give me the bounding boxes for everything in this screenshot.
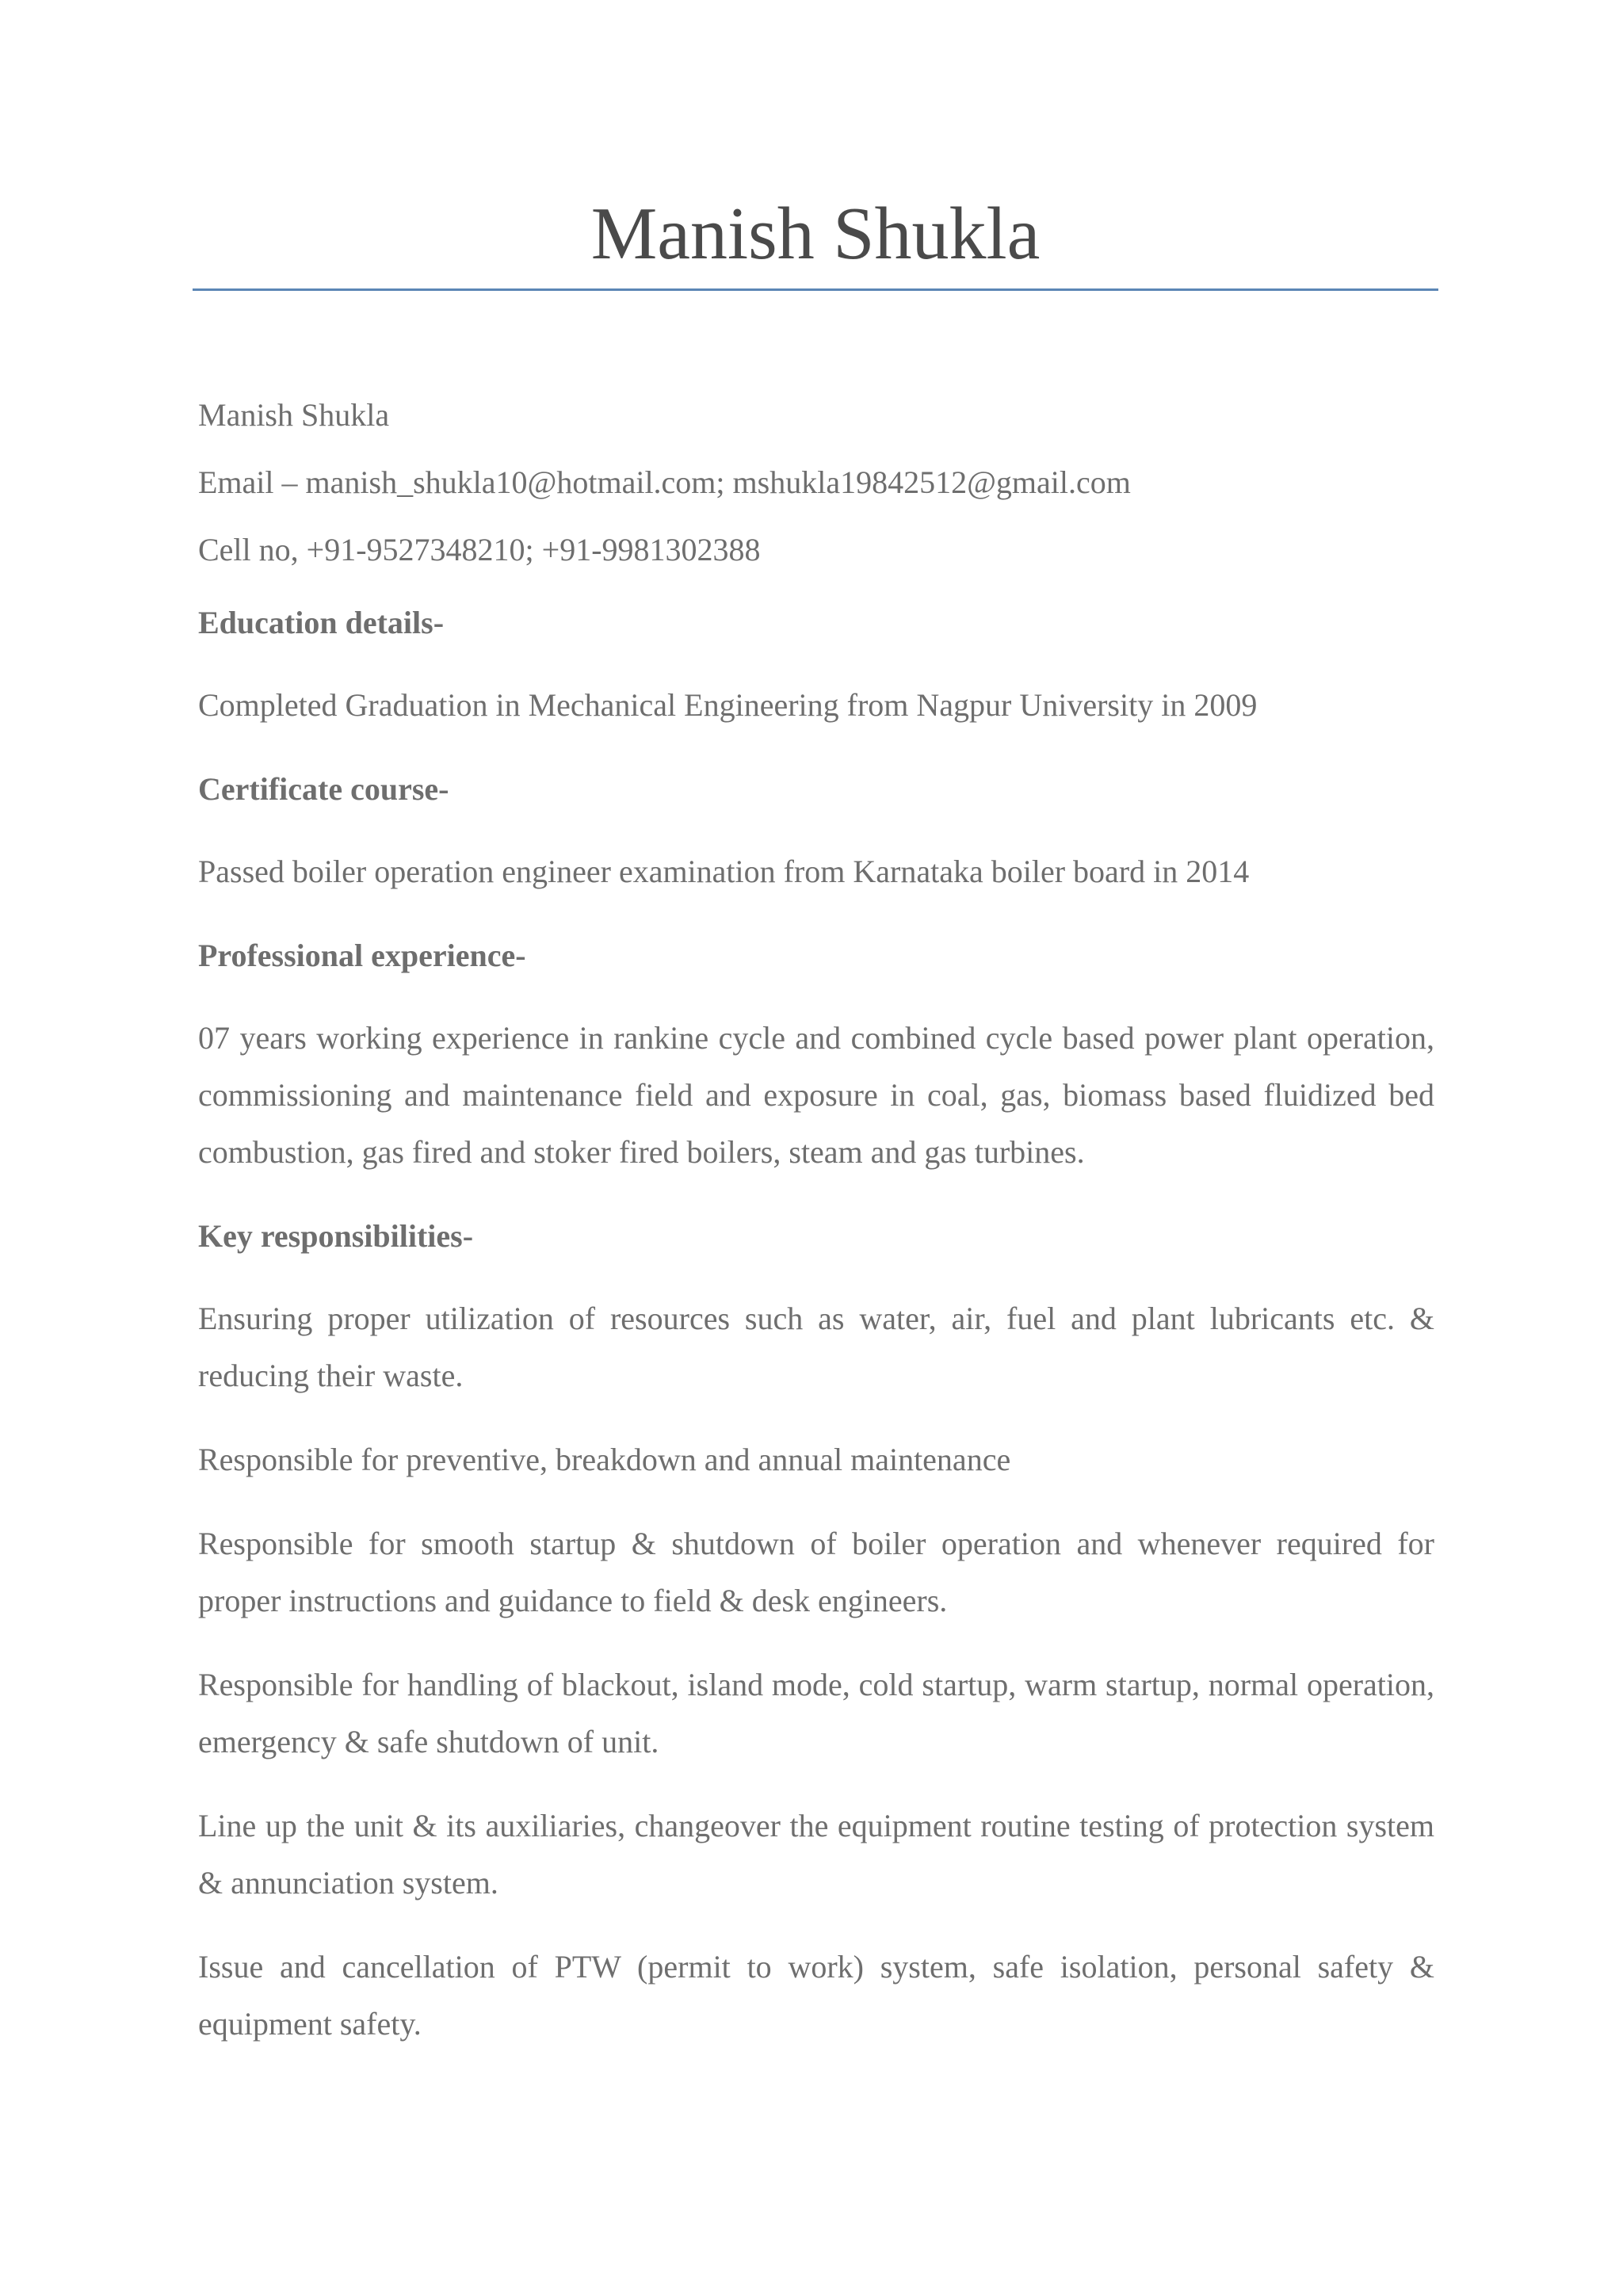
resume-body	[198, 387, 1434, 2080]
experience-text: 07 years working experience in rankine cycle and combined cycle based power plant operation, commissioning and maintenance field and exposure in coal, gas, biomass based fluidized bed combustion, gas fired and stoker fired boilers, steam and gas turbines.	[198, 1020, 1434, 1170]
responsibility-item: Responsible for preventive, breakdown and annual maintenance	[198, 1442, 1011, 1477]
education-heading: Education details-	[198, 605, 445, 640]
certificate-heading: Certificate course-	[198, 771, 449, 807]
responsibility-item: Responsible for handling of blackout, island mode, cold startup, warm startup, normal operation, emergency & safe shutdown of unit.	[198, 1667, 1434, 1759]
education-text: Completed Graduation in Mechanical Engineering from Nagpur University in 2009	[198, 687, 1258, 723]
certificate-text: Passed boiler operation engineer examination from Karnataka boiler board in 2014	[198, 854, 1250, 889]
title-divider	[193, 288, 1438, 291]
responsibilities-heading: Key responsibilities-	[198, 1218, 474, 1254]
responsibility-item: Issue and cancellation of PTW (permit to work) system, safe isolation, personal safety & equipment safety.	[198, 1949, 1434, 2042]
contact-cell: Cell no, +91-9527348210; +91-9981302388	[198, 532, 761, 567]
contact-email: Email – manish_shukla10@hotmail.com; mshukla19842512@gmail.com	[198, 464, 1131, 500]
experience-heading: Professional experience-	[198, 938, 526, 973]
responsibility-item: Line up the unit & its auxiliaries, changeover the equipment routine testing of protection system & annunciation system.	[198, 1808, 1434, 1901]
responsibility-item: Ensuring proper utilization of resources such as water, air, fuel and plant lubricants etc. & reducing their waste.	[198, 1301, 1434, 1393]
responsibility-item: Responsible for smooth startup & shutdown of boiler operation and whenever required for proper instructions and guidance to field & desk engineers.	[198, 1526, 1434, 1618]
page-title: Manish Shukla	[590, 193, 1041, 275]
contact-name: Manish Shukla	[198, 397, 390, 433]
